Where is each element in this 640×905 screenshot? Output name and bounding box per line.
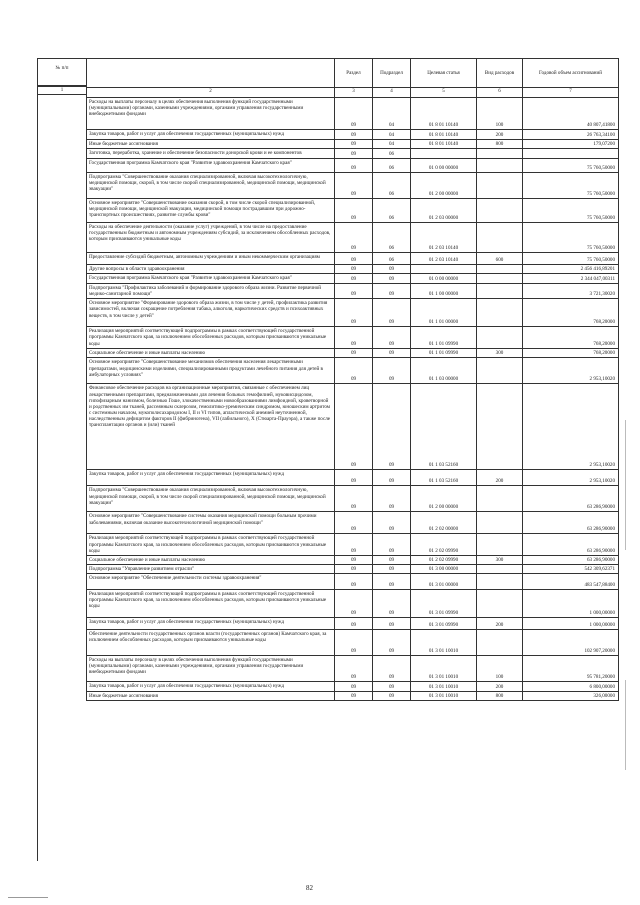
row-subsection: 09: [373, 564, 411, 573]
table-row: [87, 284, 619, 299]
row-expense-type: 300: [477, 555, 523, 564]
row-subsection: 09: [373, 299, 411, 327]
row-amount: 768,20000: [523, 349, 619, 358]
row-article: 01 8 01 10140: [411, 98, 477, 130]
table-row: [87, 629, 619, 655]
table-row: [87, 265, 619, 274]
row-name: Расходы на выплаты персоналу в целях обеспечения выполнения функций государственными (муниципальными) органами, казенными учреждениями, органами управления государственными внебюджетными фондами: [87, 655, 335, 681]
row-name: Заготовка, переработка, хранение и обеспечение безопасности донорской крови и ее компонентов: [87, 149, 335, 159]
row-expense-type: [477, 512, 523, 534]
row-name: Основное мероприятие "Формирование здорового образа жизни, в том числе у детей, профилактика развития зависимостей, включая сокращение потребления табака, алкоголя, наркотических средств и психоактивных веществ, в том числе у детей": [87, 299, 335, 327]
row-expense-type: 100: [477, 98, 523, 130]
row-section: 09: [335, 534, 373, 555]
row-amount: 1 000,00000: [523, 617, 619, 629]
row-expense-type: [477, 564, 523, 573]
row-section: 09: [335, 98, 373, 130]
column-number-1: 1: [37, 86, 86, 95]
row-amount: 95 781,20000: [523, 655, 619, 681]
row-amount: 102 907,20000: [523, 629, 619, 655]
row-subsection: 06: [373, 253, 411, 265]
row-expense-type: 300: [477, 349, 523, 358]
row-section: 09: [335, 512, 373, 534]
target-article-header: Целевая статья: [411, 59, 477, 88]
table-row: [87, 617, 619, 629]
row-expense-type: [477, 159, 523, 173]
row-article: 01 1 03 00000: [411, 358, 477, 384]
row-name: Реализация мероприятий соответствующей подпрограммы в рамках соответствующей государственной программы Камчатского края, за исключением обособленных расходов, которым присваиваются уникальные коды: [87, 327, 335, 349]
row-amount: 2 344 047,00311: [523, 274, 619, 284]
row-amount: 3 721,30020: [523, 284, 619, 299]
row-amount: 63 286,90000: [523, 486, 619, 512]
row-amount: 75 760,50000: [523, 253, 619, 265]
section-header: Раздел: [335, 59, 373, 88]
row-amount: 2 953,10020: [523, 470, 619, 486]
row-article: 01 8 01 10140: [411, 140, 477, 149]
row-article: 01 1 00 00000: [411, 284, 477, 299]
row-article: 01 2 03 10140: [411, 223, 477, 253]
table-row: [87, 140, 619, 149]
row-section: 09: [335, 327, 373, 349]
row-number-header: № п/п: [37, 58, 86, 86]
row-expense-type: 200: [477, 470, 523, 486]
row-section: 09: [335, 573, 373, 589]
table-row: [87, 349, 619, 358]
table-row: [87, 655, 619, 681]
row-subsection: 09: [373, 265, 411, 274]
row-section: 09: [335, 384, 373, 470]
row-section: 09: [335, 617, 373, 629]
row-subsection: 09: [373, 655, 411, 681]
row-expense-type: [477, 299, 523, 327]
row-subsection: 04: [373, 140, 411, 149]
row-amount: 6 800,00000: [523, 681, 619, 691]
row-name: Закупка товаров, работ и услуг для обеспечения государственных (муниципальных) нужд: [87, 617, 335, 629]
row-article: 01 3 01 09990: [411, 589, 477, 617]
budget-table: [86, 58, 619, 701]
row-amount: 2 953,10020: [523, 384, 619, 470]
row-amount: 1 000,00000: [523, 589, 619, 617]
row-amount: 326,00000: [523, 691, 619, 700]
row-subsection: 06: [373, 199, 411, 223]
row-section: 09: [335, 159, 373, 173]
row-article: [411, 265, 477, 274]
table-row: [87, 384, 619, 470]
row-amount: 40 807,41800: [523, 98, 619, 130]
annual-amount-header: Годовой объем ассигнований: [523, 59, 619, 88]
column-number-4: 4: [373, 88, 411, 98]
row-name: Закупка товаров, работ и услуг для обеспечения государственных (муниципальных) нужд: [87, 130, 335, 140]
row-expense-type: [477, 384, 523, 470]
row-name: Основное мероприятие "Совершенствование механизмов обеспечения населения лекарственными препаратами, медицинскими изделиями, специализированными продуктами лечебного питания для детей в амбулаторных условиях": [87, 358, 335, 384]
row-amount: 63 286,90000: [523, 534, 619, 555]
row-section: 09: [335, 349, 373, 358]
row-name: Реализация мероприятий соответствующей подпрограммы в рамках соответствующей государственной программы Камчатского края, за исключением обособленных расходов, которым присваиваются уникальные коды: [87, 589, 335, 617]
table-row: [87, 358, 619, 384]
row-section: 09: [335, 589, 373, 617]
row-article: 01 2 03 10140: [411, 253, 477, 265]
scan-footer-mark: [8, 897, 48, 898]
row-article: 01 2 02 09990: [411, 534, 477, 555]
row-expense-type: [477, 358, 523, 384]
table-row: [87, 98, 619, 130]
row-subsection: 09: [373, 691, 411, 700]
row-subsection: 09: [373, 384, 411, 470]
row-subsection: 09: [373, 681, 411, 691]
row-section: 09: [335, 130, 373, 140]
row-article: 01 0 00 00000: [411, 274, 477, 284]
row-amount: 179,07200: [523, 140, 619, 149]
row-name: Основное мероприятие "Совершенствование оказания скорой, в том числе скорой специализированной, медицинской помощи, медицинской эвакуации, медицинской помощи пострадавшим при дорожно-транспортных происшествиях, развитие службы крови": [87, 199, 335, 223]
row-subsection: 04: [373, 98, 411, 130]
row-expense-type: [477, 274, 523, 284]
row-expense-type: [477, 173, 523, 199]
row-amount: 75 760,50000: [523, 173, 619, 199]
row-subsection: 09: [373, 617, 411, 629]
row-section: 09: [335, 223, 373, 253]
row-amount: 75 760,50000: [523, 159, 619, 173]
row-expense-type: [477, 629, 523, 655]
row-amount: 483 547,88400: [523, 573, 619, 589]
row-name: Расходы на обеспечение деятельности (оказание услуг) учреждений, в том числе на предоставление государственным бюджетным и автономным учреждениям субсидий, за исключением обособленных расходов, которым присваиваются уникальные коды: [87, 223, 335, 253]
row-expense-type: 200: [477, 617, 523, 629]
row-amount: 75 760,50000: [523, 199, 619, 223]
row-article: 01 3 01 10010: [411, 691, 477, 700]
row-name: Обеспечение деятельности государственных органов власти (государственных органов) Камчатского края, за исключением обособленных расходов, которым присваиваются уникальные коды: [87, 629, 335, 655]
table-row: [87, 691, 619, 700]
row-expense-type: 800: [477, 691, 523, 700]
row-article: 01 2 00 00000: [411, 173, 477, 199]
row-subsection: 09: [373, 629, 411, 655]
row-subsection: 09: [373, 573, 411, 589]
row-section: 09: [335, 199, 373, 223]
table-row: [87, 299, 619, 327]
row-subsection: 09: [373, 470, 411, 486]
row-subsection: 09: [373, 555, 411, 564]
row-article: 01 1 03 52160: [411, 384, 477, 470]
row-section: 09: [335, 470, 373, 486]
row-expense-type: 600: [477, 253, 523, 265]
row-number-column: [37, 95, 86, 861]
table-row: [87, 681, 619, 691]
row-name: Социальное обеспечение и иные выплаты населению: [87, 555, 335, 564]
row-section: 09: [335, 564, 373, 573]
row-article: 01 3 01 00000: [411, 573, 477, 589]
row-expense-type: 800: [477, 140, 523, 149]
table-row: [87, 470, 619, 486]
row-expense-type: [477, 534, 523, 555]
table-row: [87, 274, 619, 284]
row-article: 01 0 00 00000: [411, 159, 477, 173]
row-name: Подпрограмма "Совершенствование оказания специализированной, включая высокотехнологичную, медицинской помощи, скорой, в том числе скорой специализированной, медицинской помощи, медицинской эвакуации": [87, 486, 335, 512]
row-expense-type: [477, 573, 523, 589]
row-expense-type: [477, 223, 523, 253]
expense-type-header: Вид расходов: [477, 59, 523, 88]
table-row: [87, 130, 619, 140]
column-number-2: 2: [87, 88, 335, 98]
row-name: Расходы на выплаты персоналу в целях обеспечения выполнения функций государственными (муниципальными) органами, казенными учреждениями, органами управления государственными внебюджетными фондами: [87, 98, 335, 130]
row-subsection: 06: [373, 173, 411, 199]
name-header: [87, 59, 335, 88]
table-row: [87, 149, 619, 159]
table-row: [87, 573, 619, 589]
row-name: Подпрограмма "Профилактика заболеваний и формирование здорового образа жизни. Развитие первичной медико-санитарной помощи": [87, 284, 335, 299]
row-name: Закупка товаров, работ и услуг для обеспечения государственных (муниципальных) нужд: [87, 470, 335, 486]
row-expense-type: 200: [477, 681, 523, 691]
row-section: 09: [335, 691, 373, 700]
table-row: [87, 512, 619, 534]
row-article: 01 1 01 00000: [411, 299, 477, 327]
row-expense-type: 200: [477, 130, 523, 140]
row-section: 09: [335, 486, 373, 512]
table-row: [87, 327, 619, 349]
row-name: Реализация мероприятий соответствующей подпрограммы в рамках соответствующей государственной программы Камчатского края, за исключением обособленных расходов, которым присваиваются уникальные коды: [87, 534, 335, 555]
table-row: [87, 253, 619, 265]
row-name: Иные бюджетные ассигнования: [87, 140, 335, 149]
row-section: 09: [335, 265, 373, 274]
row-amount: 2 456 416,89201: [523, 265, 619, 274]
row-article: [411, 149, 477, 159]
table-row: [87, 199, 619, 223]
row-name: Государственная программа Камчатского края "Развитие здравоохранения Камчатского края": [87, 274, 335, 284]
row-section: 09: [335, 173, 373, 199]
row-article: 01 3 01 10010: [411, 655, 477, 681]
row-name: Государственная программа Камчатского края "Развитие здравоохранения Камчатского края": [87, 159, 335, 173]
row-section: 09: [335, 274, 373, 284]
row-article: 01 8 01 10140: [411, 130, 477, 140]
table-row: [87, 159, 619, 173]
table-row: [87, 555, 619, 564]
page-number: 82: [306, 884, 313, 892]
row-amount: 63 286,90000: [523, 512, 619, 534]
row-article: 01 3 00 00000: [411, 564, 477, 573]
row-section: 09: [335, 655, 373, 681]
row-article: 01 2 03 00000: [411, 199, 477, 223]
row-article: 01 2 02 09990: [411, 555, 477, 564]
row-amount: 2 953,10020: [523, 358, 619, 384]
row-amount: 768,20000: [523, 299, 619, 327]
table-row: [87, 223, 619, 253]
row-subsection: 04: [373, 130, 411, 140]
row-name: Финансовое обеспечение расходов на организационные мероприятия, связанные с обеспечением лиц лекарственными препаратами, предназначенными для лечения больных гемофилией, муковисцидозом, гипофизарным нанизмом, болезнью Гоше, злокачественными новообразованиями лимфоидной, кроветворной и родственных им тканей, рассеянным склерозом, гемолитико-уремическим синдромом, юношеским артритом с системным началом, мукополисахаридозом I, II и VI типов, апластической анемией неуточненной, наследственным дефицитом факторов II (фибриногена), VII (лабильного), X (Стюарта-Прауэра), а также после трансплантации органов и (или) тканей: [87, 384, 335, 470]
row-name: Другие вопросы в области здравоохранения: [87, 265, 335, 274]
row-section: 09: [335, 681, 373, 691]
row-section: 09: [335, 629, 373, 655]
row-amount: 75 760,50000: [523, 223, 619, 253]
row-name: Подпрограмма "Управление развитием отрасли": [87, 564, 335, 573]
row-expense-type: [477, 486, 523, 512]
row-subsection: 09: [373, 349, 411, 358]
row-name: Подпрограмма "Совершенствование оказания специализированной, включая высокотехнологичную, медицинской помощи, скорой, в том числе скорой специализированной, медицинской помощи, медицинской эвакуации": [87, 173, 335, 199]
scan-edge-line: [625, 420, 626, 550]
row-subsection: 09: [373, 512, 411, 534]
row-expense-type: [477, 149, 523, 159]
row-name: Предоставление субсидий бюджетным, автономным учреждениям и иным некоммерческим организациям: [87, 253, 335, 265]
row-name: Основное мероприятие "Совершенствование системы оказания медицинской помощи больным прочими заболеваниями, включая оказание высокотехнологичной медицинской помощи": [87, 512, 335, 534]
table-row: [87, 564, 619, 573]
row-subsection: 09: [373, 534, 411, 555]
row-expense-type: [477, 589, 523, 617]
row-expense-type: [477, 265, 523, 274]
row-name: Социальное обеспечение и иные выплаты населению: [87, 349, 335, 358]
row-subsection: 09: [373, 327, 411, 349]
row-amount: 63 286,90000: [523, 555, 619, 564]
row-amount: 542 309,62371: [523, 564, 619, 573]
row-article: 01 1 03 52160: [411, 470, 477, 486]
row-section: 09: [335, 253, 373, 265]
row-amount: [523, 149, 619, 159]
row-expense-type: [477, 327, 523, 349]
row-article: 01 3 01 09990: [411, 617, 477, 629]
row-article: 01 2 00 00000: [411, 486, 477, 512]
row-article: 01 1 01 09990: [411, 327, 477, 349]
row-article: 01 2 02 00000: [411, 512, 477, 534]
row-expense-type: 100: [477, 655, 523, 681]
row-name: Иные бюджетные ассигнования: [87, 691, 335, 700]
column-number-7: 7: [523, 88, 619, 98]
row-expense-type: [477, 284, 523, 299]
row-subsection: 09: [373, 358, 411, 384]
table-row: [87, 534, 619, 555]
column-number-3: 3: [335, 88, 373, 98]
row-subsection: 09: [373, 284, 411, 299]
row-section: 09: [335, 284, 373, 299]
column-number-6: 6: [477, 88, 523, 98]
column-number-5: 5: [411, 88, 477, 98]
scan-edge-line: [625, 680, 626, 770]
row-amount: 768,20000: [523, 327, 619, 349]
table-row: [87, 589, 619, 617]
row-subsection: 06: [373, 159, 411, 173]
row-section: 09: [335, 149, 373, 159]
row-article: 01 3 01 10010: [411, 681, 477, 691]
subsection-header: Подраздел: [373, 59, 411, 88]
row-section: 09: [335, 555, 373, 564]
table-row: [87, 486, 619, 512]
row-expense-type: [477, 199, 523, 223]
row-section: 09: [335, 299, 373, 327]
row-section: 09: [335, 358, 373, 384]
row-subsection: 09: [373, 486, 411, 512]
row-name: Закупка товаров, работ и услуг для обеспечения государственных (муниципальных) нужд: [87, 681, 335, 691]
row-amount: 26 763,34100: [523, 130, 619, 140]
row-subsection: 06: [373, 149, 411, 159]
row-subsection: 06: [373, 223, 411, 253]
row-section: 09: [335, 140, 373, 149]
row-subsection: 09: [373, 274, 411, 284]
row-subsection: 09: [373, 589, 411, 617]
row-name: Основное мероприятие "Обеспечение деятельности системы здравоохранения": [87, 573, 335, 589]
table-row: [87, 173, 619, 199]
row-article: 01 3 01 10010: [411, 629, 477, 655]
row-article: 01 1 01 09990: [411, 349, 477, 358]
